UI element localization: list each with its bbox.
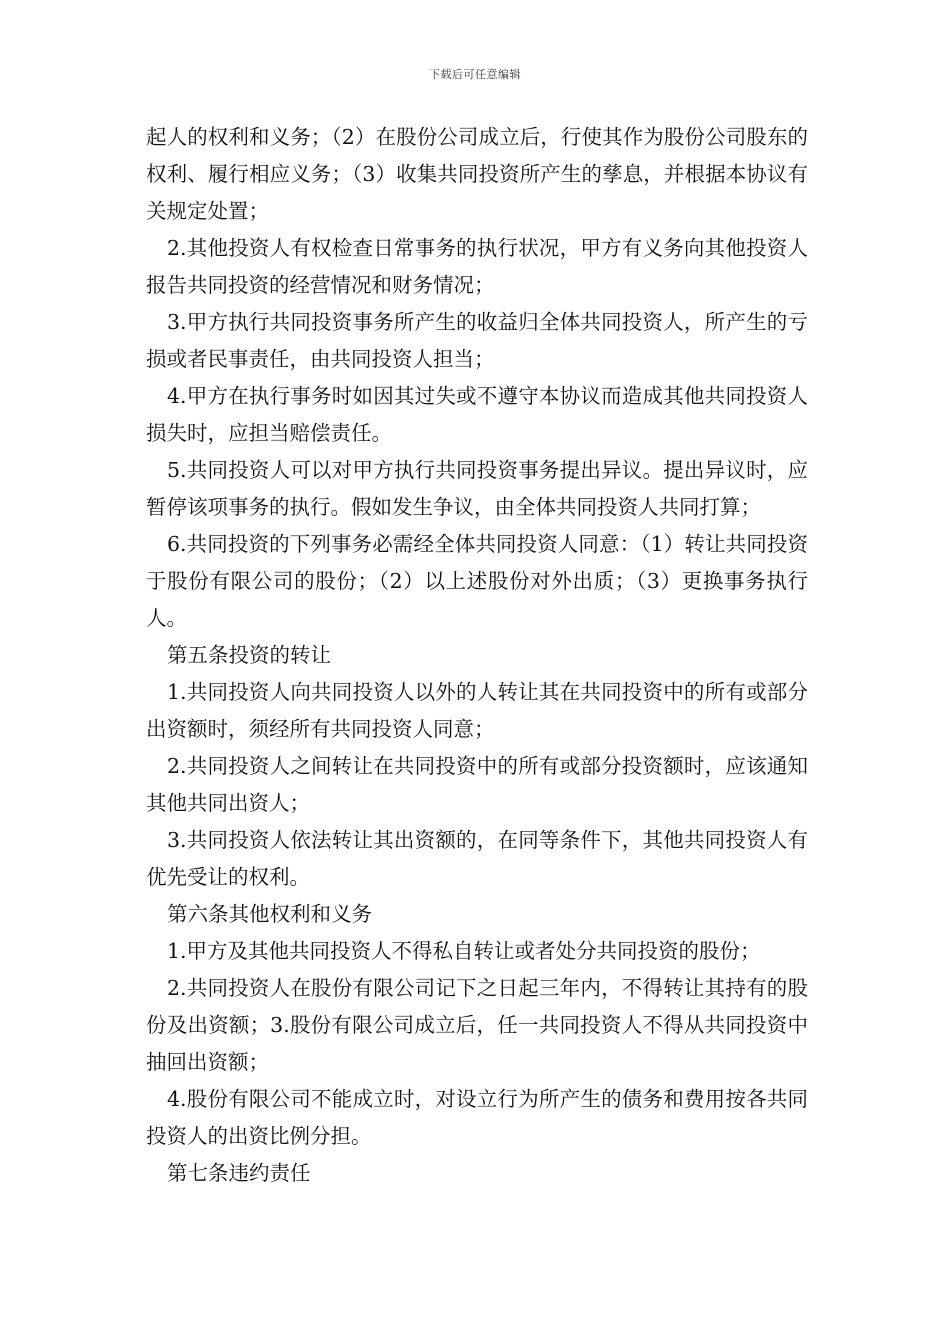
paragraph-4: 4.甲方在执行事务时如因其过失或不遵守本协议而造成其他共同投资人损失时，应担当赔偿责任。 bbox=[146, 384, 808, 445]
paragraph-5: 5.共同投资人可以对甲方执行共同投资事务提出异议。提出异议时，应暂停该项事务的执行。假如发生争议，由全体共同投资人共同打算； bbox=[146, 458, 808, 519]
paragraph-10: 1.甲方及其他共同投资人不得私自转让或者处分共同投资的股份； bbox=[167, 939, 761, 963]
section-heading-6: 第六条其他权利和义务 bbox=[167, 902, 372, 926]
paragraph-11: 2.共同投资人在股份有限公司记下之日起三年内，不得转让其持有的股份及出资额；3.股份有限公司成立后，任一共同投资人不得从共同投资中抽回出资额； bbox=[146, 976, 808, 1074]
paragraph-7: 1.共同投资人向共同投资人以外的人转让其在共同投资中的所有或部分出资额时，须经所有共同投资人同意； bbox=[146, 680, 808, 741]
section-heading-5: 第五条投资的转让 bbox=[167, 643, 331, 667]
paragraph-6: 6.共同投资的下列事务必需经全体共同投资人同意：（1）转让共同投资于股份有限公司的股份；（2）以上述股份对外出质；（3）更换事务执行人。 bbox=[146, 532, 808, 630]
paragraph-2: 2.其他投资人有权检查日常事务的执行状况，甲方有义务向其他投资人报告共同投资的经营情况和财务情况； bbox=[146, 236, 808, 297]
document-body bbox=[146, 119, 808, 1192]
paragraph-1: 起人的权利和义务；（2）在股份公司成立后，行使其作为股份公司股东的权利、履行相应义务；（3）收集共同投资所产生的孳息，并根据本协议有关规定处置； bbox=[146, 125, 808, 223]
paragraph-3: 3.甲方执行共同投资事务所产生的收益归全体共同投资人，所产生的亏损或者民事责任，由共同投资人担当； bbox=[146, 310, 808, 371]
paragraph-8: 2.共同投资人之间转让在共同投资中的所有或部分投资额时，应该通知其他共同出资人； bbox=[146, 754, 808, 815]
paragraph-9: 3.共同投资人依法转让其出资额的，在同等条件下，其他共同投资人有优先受让的权利。 bbox=[146, 828, 808, 889]
header-note: 下载后可任意编辑 bbox=[429, 68, 521, 81]
paragraph-12: 4.股份有限公司不能成立时，对设立行为所产生的债务和费用按各共同投资人的出资比例分担。 bbox=[146, 1087, 808, 1148]
section-heading-7: 第七条违约责任 bbox=[167, 1161, 311, 1185]
